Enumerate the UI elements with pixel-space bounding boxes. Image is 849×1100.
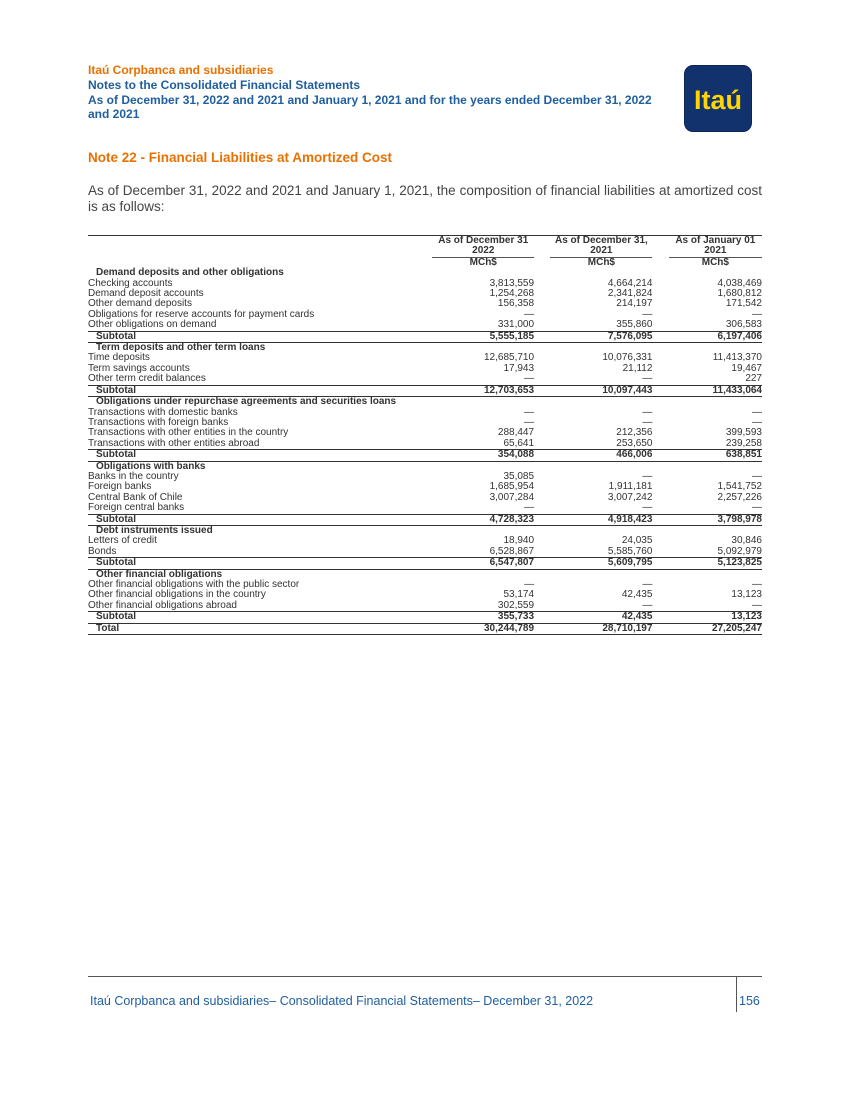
row-value: 35,085: [503, 470, 535, 482]
column-spacer: [652, 299, 668, 309]
row-value: 638,851: [669, 450, 762, 461]
row-label: Term deposits and other term loans: [96, 342, 266, 354]
row-label: Transactions with foreign banks: [88, 416, 229, 428]
row-label: Other financial obligations in the country: [88, 589, 266, 601]
row-value: —: [524, 373, 535, 385]
row-value: —: [524, 308, 535, 320]
row-label: Central Bank of Chile: [88, 491, 183, 503]
column-header-line: As of January 01: [675, 235, 756, 246]
subtotal-row: [88, 514, 762, 525]
column-spacer: [534, 268, 550, 278]
column-spacer: [652, 289, 668, 299]
row-value: —: [752, 416, 762, 428]
row-value: 4,038,469: [717, 277, 762, 289]
column-spacer: [652, 547, 668, 558]
row-label: Bonds: [88, 545, 117, 557]
row-label: Foreign central banks: [88, 502, 185, 514]
section-heading: [88, 397, 762, 408]
row-value: 5,585,760: [607, 545, 653, 557]
row-value: 12,703,653: [432, 385, 534, 396]
column-spacer: [652, 279, 668, 289]
row-value: —: [752, 579, 762, 590]
column-spacer: [652, 493, 668, 503]
row-label: Transactions with other entities abroad: [88, 437, 260, 449]
row-value: 3,798,978: [669, 514, 762, 525]
row-value: —: [524, 416, 535, 428]
itau-logo: [684, 65, 752, 132]
row-value: 1,685,954: [489, 481, 535, 493]
row-label: Other financial obligations abroad: [88, 599, 237, 611]
row-label: Obligations with banks: [96, 460, 206, 472]
total-row: [88, 623, 762, 634]
row-value: —: [524, 406, 535, 418]
column-spacer: [652, 580, 668, 590]
row-value: 4,728,323: [432, 514, 534, 525]
column-spacer: [534, 569, 550, 580]
column-spacer: [534, 493, 550, 503]
column-spacer: [652, 428, 668, 438]
row-label: Foreign banks: [88, 481, 152, 493]
row-value: 5,609,795: [550, 558, 652, 569]
column-spacer: [534, 299, 550, 309]
column-spacer: [534, 343, 550, 354]
row-value: 302,559: [497, 599, 535, 611]
row-value: 11,413,370: [712, 352, 762, 364]
row-value: —: [752, 308, 762, 320]
row-value: 28,710,197: [550, 623, 652, 634]
row-value: 3,007,284: [489, 491, 535, 503]
row-label: Other obligations on demand: [88, 319, 217, 331]
document-header: [88, 63, 688, 122]
header-line-3: and 2021: [88, 107, 140, 121]
row-value: —: [642, 579, 653, 590]
row-value: 11,433,064: [669, 385, 762, 396]
row-value: 253,650: [616, 437, 653, 449]
row-label: Transactions with other entities in the country: [88, 427, 289, 439]
column-spacer: [534, 623, 550, 634]
row-value: 156,358: [497, 298, 535, 310]
row-value: 30,244,789: [432, 623, 534, 634]
column-spacer: [534, 472, 550, 482]
row-label: Time deposits: [88, 352, 150, 364]
column-spacer: [652, 385, 668, 396]
row-label: Banks in the country: [88, 470, 179, 482]
column-header-jan-2021: [669, 236, 762, 258]
row-value: —: [752, 599, 762, 611]
column-spacer: [652, 536, 668, 546]
logo-text: Itaú: [693, 85, 742, 115]
column-spacer: [534, 601, 550, 612]
column-spacer: [534, 385, 550, 396]
column-spacer: [534, 461, 550, 472]
row-value: 6,547,807: [432, 558, 534, 569]
row-label: Total: [88, 623, 432, 634]
row-value: —: [752, 502, 762, 514]
column-spacer: [534, 257, 550, 268]
column-spacer: [534, 612, 550, 623]
row-value: 2,257,226: [717, 491, 762, 503]
table-row: [88, 320, 762, 331]
column-spacer: [652, 525, 668, 536]
row-value: 13,123: [731, 589, 762, 601]
column-spacer: [534, 331, 550, 342]
row-label: Debt instruments issued: [96, 524, 213, 536]
row-label: Obligations for reserve accounts for payment cards: [88, 308, 315, 320]
row-value: 239,258: [725, 437, 762, 449]
table-header: [88, 236, 762, 269]
column-spacer: [652, 482, 668, 492]
row-value: 355,860: [616, 319, 653, 331]
column-spacer: [652, 601, 668, 612]
row-value: 6,197,406: [669, 331, 762, 342]
row-value: 19,467: [731, 362, 762, 374]
intro-paragraph: As of December 31, 2022 and 2021 and January 1, 2021, the composition of financial liabilities at amortized cost is as follows:: [88, 183, 762, 214]
row-label: Other demand deposits: [88, 298, 192, 310]
row-label: Transactions with domestic banks: [88, 406, 238, 418]
row-value: —: [752, 470, 762, 482]
row-label: Subtotal: [88, 331, 432, 342]
row-value: [550, 397, 652, 408]
row-value: 354,088: [432, 450, 534, 461]
row-value: [550, 461, 652, 472]
column-header-year: 2021: [704, 245, 727, 257]
column-spacer: [534, 310, 550, 320]
row-value: [669, 461, 762, 472]
row-value: 3,007,242: [607, 491, 653, 503]
section-heading: [88, 343, 762, 354]
row-value: 42,435: [550, 612, 652, 623]
row-value: —: [642, 599, 653, 611]
row-value: 5,555,185: [432, 331, 534, 342]
row-value: 4,918,423: [550, 514, 652, 525]
column-spacer: [652, 310, 668, 320]
row-value: 306,583: [725, 319, 762, 331]
row-value: 1,541,752: [717, 481, 762, 493]
row-value: [432, 397, 534, 408]
row-value: 13,123: [669, 612, 762, 623]
footer-text: Itaú Corpbanca and subsidiaries– Consolidated Financial Statements– December 31, 2022: [90, 994, 594, 1008]
table-row: [88, 547, 762, 558]
column-spacer: [652, 450, 668, 461]
row-label: Subtotal: [88, 450, 432, 461]
row-label: Obligations under repurchase agreements and securities loans: [96, 396, 397, 408]
column-spacer: [652, 374, 668, 385]
row-value: 27,205,247: [669, 623, 762, 634]
row-value: 5,092,979: [717, 545, 762, 557]
section-heading: [88, 461, 762, 472]
column-spacer: [652, 353, 668, 363]
table-row: [88, 503, 762, 514]
row-value: 331,000: [497, 319, 535, 331]
column-spacer: [534, 236, 550, 258]
row-label: Demand deposits and other obligations: [96, 267, 284, 279]
row-label: Demand deposit accounts: [88, 288, 204, 300]
column-spacer: [652, 590, 668, 600]
column-spacer: [652, 268, 668, 278]
table-row: [88, 536, 762, 546]
column-spacer: [534, 590, 550, 600]
column-header-year: 2022: [472, 245, 495, 257]
column-spacer: [652, 236, 668, 258]
column-spacer: [534, 547, 550, 558]
row-value: 65,641: [503, 437, 535, 449]
financial-liabilities-table: [88, 235, 762, 635]
column-spacer: [534, 558, 550, 569]
table-row: [88, 374, 762, 385]
column-spacer: [652, 418, 668, 428]
table-row: [88, 482, 762, 492]
row-value: —: [752, 406, 762, 418]
row-value: —: [642, 406, 653, 418]
row-value: [550, 569, 652, 580]
row-label: Term savings accounts: [88, 362, 190, 374]
unit-label: MCh$: [550, 257, 652, 268]
column-spacer: [534, 364, 550, 374]
row-value: 288,447: [497, 427, 535, 439]
column-spacer: [534, 279, 550, 289]
column-spacer: [652, 408, 668, 418]
row-value: —: [642, 416, 653, 428]
column-spacer: [534, 482, 550, 492]
row-value: —: [642, 502, 653, 514]
column-header-line: As of December 31,: [554, 235, 648, 246]
subtotal-row: [88, 450, 762, 461]
note-title: Note 22 - Financial Liabilities at Amortized Cost: [88, 150, 393, 165]
column-spacer: [652, 343, 668, 354]
section-heading: [88, 525, 762, 536]
row-value: —: [642, 470, 653, 482]
row-label: Letters of credit: [88, 535, 157, 547]
column-spacer: [534, 320, 550, 331]
column-spacer: [652, 623, 668, 634]
row-value: 42,435: [621, 589, 653, 601]
table-row: [88, 601, 762, 612]
column-spacer: [534, 374, 550, 385]
row-value: —: [524, 502, 535, 514]
row-label: Subtotal: [88, 612, 432, 623]
row-value: 227: [745, 373, 762, 385]
row-value: 7,576,095: [550, 331, 652, 342]
row-value: 355,733: [432, 612, 534, 623]
table-row: [88, 472, 762, 482]
row-value: 10,076,331: [602, 352, 653, 364]
column-spacer: [652, 397, 668, 408]
column-spacer: [652, 461, 668, 472]
row-label: Checking accounts: [88, 277, 173, 289]
row-value: 466,006: [550, 450, 652, 461]
row-value: 399,593: [725, 427, 762, 439]
row-value: —: [642, 373, 653, 385]
header-line-2: As of December 31, 2022 and 2021 and January 1, 2021 and for the years ended December 31, 2022: [88, 92, 652, 107]
row-value: 53,174: [503, 589, 535, 601]
section-heading: [88, 268, 762, 278]
column-spacer: [652, 257, 668, 268]
column-spacer: [652, 364, 668, 374]
footer-vertical-divider: [736, 977, 737, 1012]
company-name: Itaú Corpbanca and subsidiaries: [88, 63, 274, 77]
footer-divider: [88, 976, 762, 977]
row-value: 1,254,268: [489, 288, 535, 300]
column-header-year: 2021: [590, 245, 613, 257]
column-spacer: [652, 612, 668, 623]
column-spacer: [534, 397, 550, 408]
column-spacer: [652, 503, 668, 514]
subtotal-row: [88, 558, 762, 569]
row-value: 1,680,812: [717, 288, 762, 300]
page-number: 156: [739, 994, 760, 1008]
column-spacer: [652, 331, 668, 342]
column-spacer: [652, 320, 668, 331]
row-value: 214,197: [616, 298, 653, 310]
row-value: 4,664,214: [607, 277, 653, 289]
header-line-1: Notes to the Consolidated Financial Statements: [88, 78, 361, 92]
column-spacer: [652, 514, 668, 525]
row-value: —: [524, 579, 535, 590]
row-value: 2,341,824: [607, 288, 653, 300]
row-value: 1,911,181: [608, 481, 653, 493]
column-spacer: [652, 558, 668, 569]
column-spacer: [534, 439, 550, 450]
row-value: [432, 569, 534, 580]
subtotal-row: [88, 331, 762, 342]
column-spacer: [534, 536, 550, 546]
row-value: 21,112: [622, 362, 653, 374]
column-spacer: [534, 353, 550, 363]
row-value: —: [642, 308, 653, 320]
row-value: 17,943: [503, 362, 535, 374]
row-label: Subtotal: [88, 514, 432, 525]
row-label: Other term credit balances: [88, 373, 206, 385]
column-spacer: [534, 418, 550, 428]
column-spacer: [652, 569, 668, 580]
row-label: Other financial obligations: [96, 568, 223, 580]
subtotal-row: [88, 385, 762, 396]
unit-label: MCh$: [669, 257, 762, 268]
row-label: Subtotal: [88, 385, 432, 396]
row-value: 212,356: [616, 427, 653, 439]
row-label: Subtotal: [88, 558, 432, 569]
row-label: Other financial obligations with the public sector: [88, 579, 300, 590]
column-spacer: [652, 439, 668, 450]
subtotal-row: [88, 612, 762, 623]
row-value: 12,685,710: [484, 352, 535, 364]
column-header-2021: [550, 236, 652, 258]
table-body: [88, 268, 762, 634]
row-value: 18,940: [503, 535, 535, 547]
column-spacer: [652, 472, 668, 482]
row-value: 6,528,867: [489, 545, 535, 557]
column-header-2022: [432, 236, 534, 258]
column-spacer: [534, 580, 550, 590]
row-value: 5,123,825: [669, 558, 762, 569]
table-row: [88, 439, 762, 450]
column-spacer: [534, 525, 550, 536]
row-value: 10,097,443: [550, 385, 652, 396]
row-value: 30,846: [731, 535, 762, 547]
row-value: 171,542: [725, 298, 762, 310]
header-label-cell: [88, 236, 432, 258]
column-spacer: [534, 428, 550, 438]
column-header-line: As of December 31: [438, 235, 529, 246]
column-spacer: [534, 408, 550, 418]
column-spacer: [534, 503, 550, 514]
column-spacer: [534, 514, 550, 525]
row-value: [669, 397, 762, 408]
unit-label: MCh$: [432, 257, 534, 268]
table-row: [88, 493, 762, 503]
row-value: [669, 569, 762, 580]
column-spacer: [534, 289, 550, 299]
column-spacer: [534, 450, 550, 461]
row-value: 3,813,559: [489, 277, 535, 289]
row-value: 24,035: [621, 535, 653, 547]
